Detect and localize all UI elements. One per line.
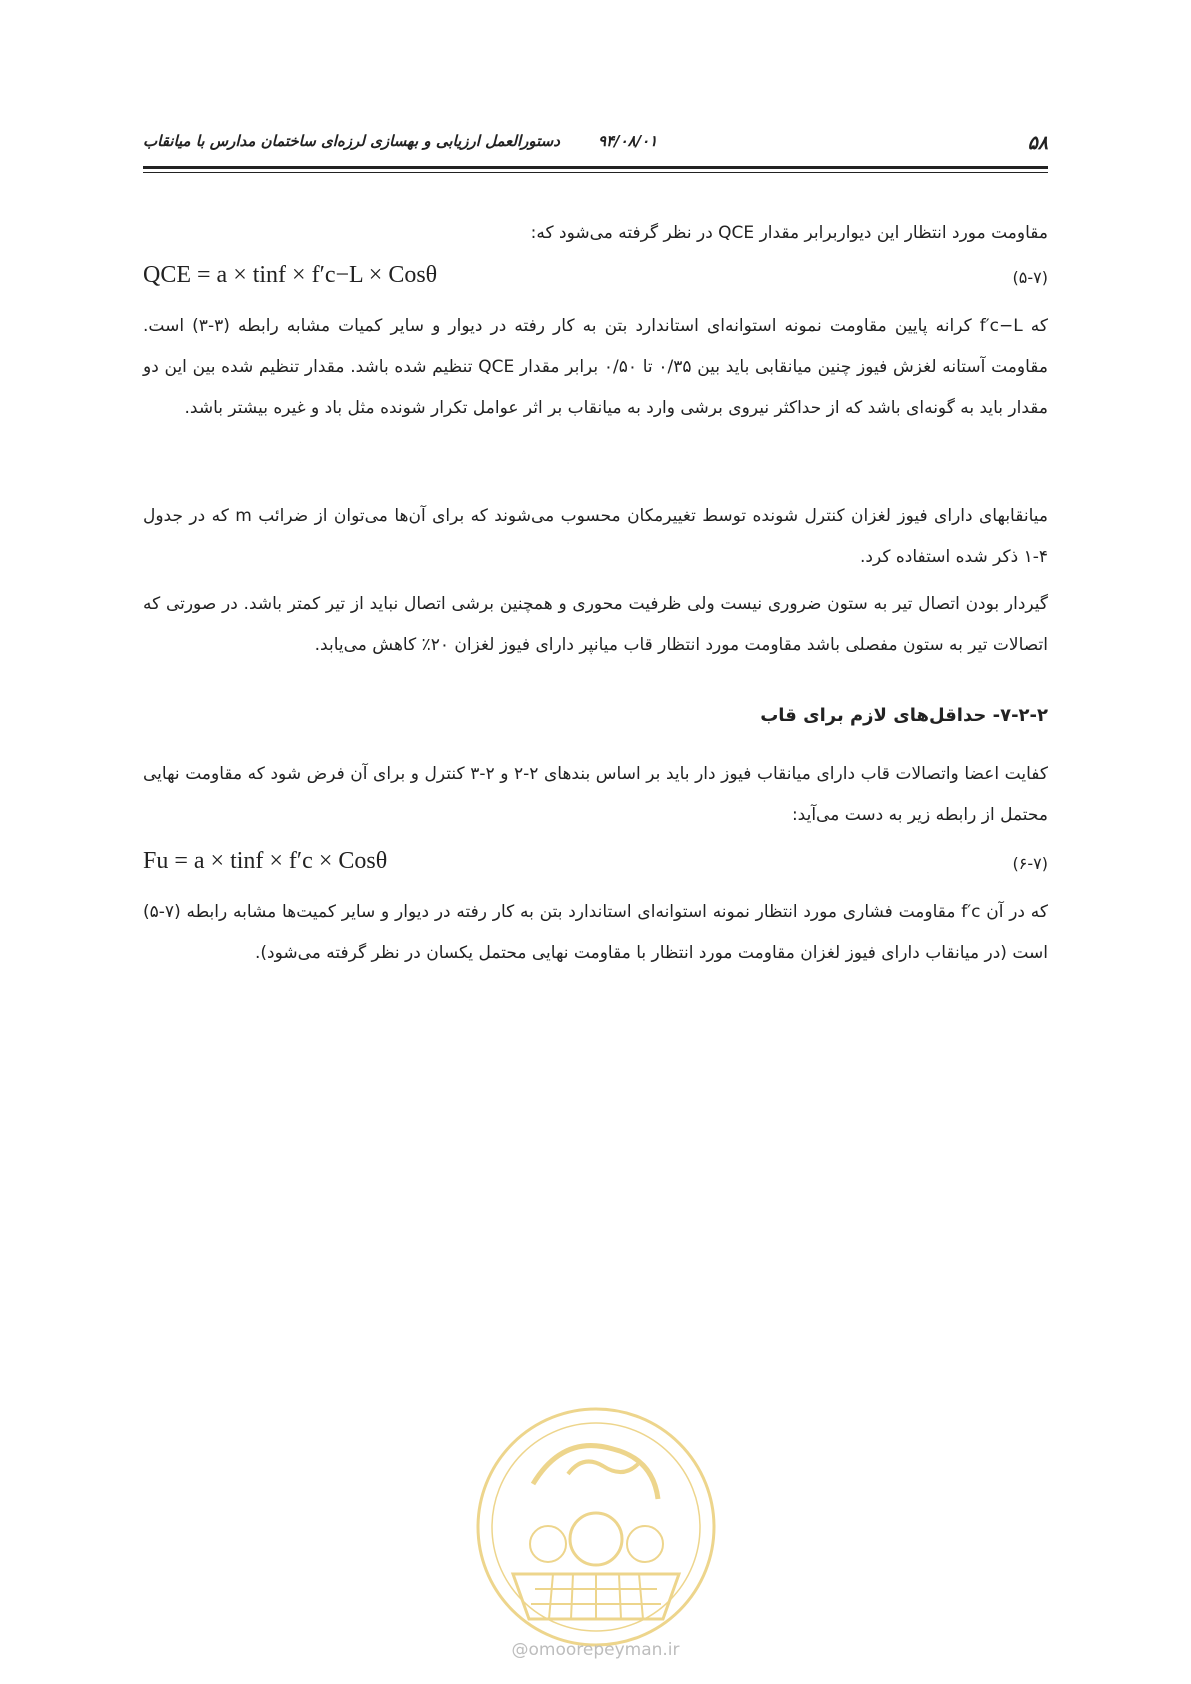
paragraph-compressive-strength: که در آن f′c مقاومت فشاری مورد انتظار نمونه استوانه‌ای استاندارد بتن به کار رفته در دیوار و سایر کمیت‌ها مشابه رابطه (۷-۵) است (در میانقاب دارای فیوز لغزان مقاومت مورد انتظار با مقاومت نهایی محتمل یکسان در نظر گرفته می‌شود). bbox=[143, 902, 1048, 963]
paragraph-frame-adequacy: کفایت اعضا واتصالات قاب دارای میانقاب فیوز دار باید بر اساس بندهای ۲-۲ و ۲-۳ کنترل و برای آن فرض شود که مقاومت نهایی محتمل از رابطه زیر به دست می‌آید: bbox=[143, 764, 1048, 825]
watermark-url: @omoorepeyman.ir bbox=[511, 1640, 680, 1660]
equation-5-7 bbox=[143, 262, 1048, 302]
equation-number: (۶-۷) bbox=[1012, 854, 1048, 873]
equation-number: (۵-۷) bbox=[1012, 268, 1048, 287]
header-title: دستورالعمل ارزیابی و بهسازی لرزه‌ای ساختمان مدارس با میانقاب bbox=[143, 132, 560, 150]
equation-formula: Fu = a × tinf × f′c × Cosθ bbox=[143, 848, 388, 874]
page-number: ۵۸ bbox=[1027, 132, 1048, 154]
header-rule bbox=[143, 166, 1048, 169]
paragraph-beam-column-connection: گیردار بودن اتصال تیر به ستون ضروری نیست ولی ظرفیت محوری و همچنین برشی اتصال نباید از تیر کمتر باشد. در صورتی که اتصالات تیر به ستون مفصلی باشد مقاومت مورد انتظار قاب میانپر دارای فیوز لغزان ۲۰٪ کاهش می‌یابد. bbox=[143, 594, 1048, 655]
header-date: ۹۴/۰۸/۰۱ bbox=[598, 132, 658, 150]
intro-paragraph: مقاومت مورد انتظار این دیواربرابر مقدار QCE در نظر گرفته می‌شود که: bbox=[530, 223, 1048, 243]
header-rule-thin bbox=[143, 172, 1048, 173]
paragraph-fuse-threshold: که f′c−L کرانه پایین مقاومت نمونه استوانه‌ای استاندارد بتن به کار رفته در دیوار و سایر کمیات مشابه رابطه (۳-۳) است. مقاومت آستانه لغزش فیوز چنین میانقابی باید بین ۰/۳۵ تا ۰/۵۰ برابر مقدار QCE تنظیم شده باشد. مقدار تنظیم شده بین این دو مقدار باید به گونه‌ای باشد که از حداکثر نیروی برشی وارد به میانقاب بر اثر عوامل تکرار شونده مثل باد و غیره بیشتر باشد. bbox=[143, 316, 1049, 418]
section-heading: ۷-۲-۲- حداقل‌های لازم برای قاب bbox=[760, 705, 1048, 726]
watermark-logo bbox=[473, 1404, 719, 1650]
equation-6-7 bbox=[143, 848, 1048, 888]
running-header bbox=[143, 122, 1048, 162]
equation-formula: QCE = a × tinf × f′c−L × Cosθ bbox=[143, 262, 438, 288]
paragraph-displacement-controlled: میانقابهای دارای فیوز لغزان کنترل شونده توسط تغییرمکان محسوب می‌شوند که برای آن‌ها می‌توان از ضرائب m که در جدول ۴-۱ ذکر شده استفاده کرد. bbox=[143, 506, 1048, 567]
